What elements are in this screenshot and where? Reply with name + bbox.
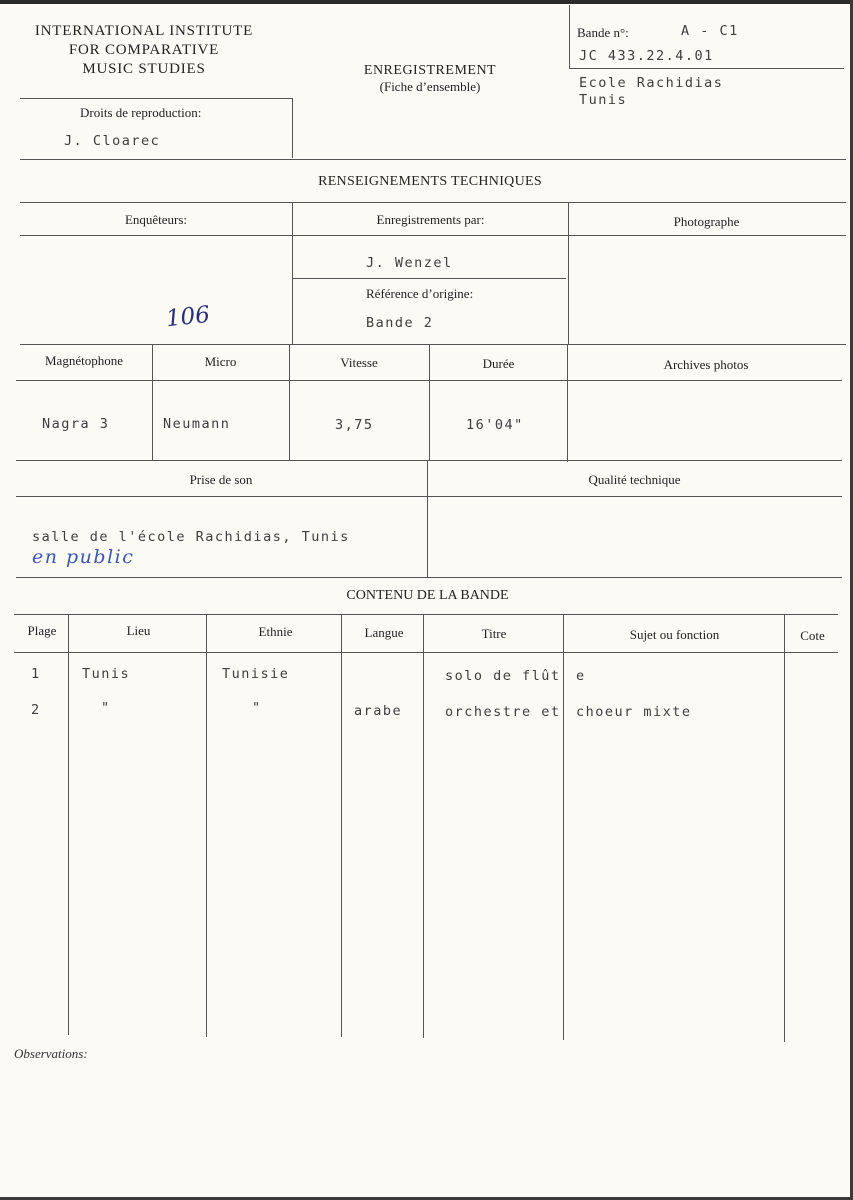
enregistrements-label: Enregistrements par: xyxy=(376,212,485,227)
bande-label: Bande n°: xyxy=(577,25,629,40)
row-1-ethnie: Tunisie xyxy=(222,666,290,682)
recorded-by-value: J. Wenzel xyxy=(366,255,453,271)
magnetophone-value: Nagra 3 xyxy=(42,416,110,432)
table-col-line-3 xyxy=(341,615,342,1037)
divider-3 xyxy=(20,235,846,236)
section-contenu-title: CONTENU DE LA BANDE xyxy=(346,588,509,603)
reference-value: Bande 2 xyxy=(366,315,434,331)
row-1-lieu: Tunis xyxy=(82,666,131,682)
divider-10 xyxy=(14,652,838,653)
col-header-cote: Cote xyxy=(800,628,825,643)
duree-value: 16'04" xyxy=(466,417,524,433)
magnetophone-label: Magnétophone xyxy=(45,353,123,368)
row-1-titre: solo de flût xyxy=(445,668,561,684)
photographe-label: Photographe xyxy=(673,214,740,229)
vitesse-value: 3,75 xyxy=(335,417,374,433)
tape-box-bottom-border xyxy=(569,68,844,69)
divider-6 xyxy=(16,460,842,461)
table-col-line-5 xyxy=(563,615,564,1040)
table-col-line-4 xyxy=(423,615,424,1038)
tape-box-left-border xyxy=(569,5,570,69)
handwritten-note: en public xyxy=(32,546,135,568)
row-2-langue: arabe xyxy=(354,703,403,719)
form-title-sub: (Fiche d’ensemble) xyxy=(379,79,481,94)
archives-photos-label: Archives photos xyxy=(663,357,749,372)
row-1-sujet: e xyxy=(576,668,586,684)
col-header-langue: Langue xyxy=(364,625,404,640)
row-2-sujet: choeur mixte xyxy=(576,704,692,720)
bande-value: A - C1 xyxy=(681,23,739,39)
scan-edge-top xyxy=(0,0,853,4)
institute-name xyxy=(20,22,268,79)
prise-de-son-value: salle de l'école Rachidias, Tunis xyxy=(32,529,350,545)
divider-2 xyxy=(20,202,846,203)
col-header-plage: Plage xyxy=(27,623,57,638)
qualite-technique-label: Qualité technique xyxy=(588,472,681,487)
form-title-main: ENREGISTREMENT xyxy=(363,63,497,78)
eq-divider-4 xyxy=(567,345,568,462)
row-1-plage: 1 xyxy=(31,666,41,682)
institute-line-1: INTERNATIONAL INSTITUTE xyxy=(34,23,254,39)
micro-value: Neumann xyxy=(163,416,231,432)
venue-line-2: Tunis xyxy=(579,92,628,108)
reference-label: Référence d’origine: xyxy=(366,286,474,301)
ref-divider xyxy=(292,278,566,279)
eq-divider-1 xyxy=(152,345,153,460)
divider-7 xyxy=(16,496,842,497)
col-divider-b xyxy=(568,202,569,344)
droits-top-border xyxy=(20,98,293,99)
jc-reference: JC 433.22.4.01 xyxy=(579,48,714,64)
row-2-lieu: " xyxy=(101,700,111,716)
droits-right-border xyxy=(292,98,293,158)
enqueteurs-label: Enquêteurs: xyxy=(124,212,188,227)
duree-label: Durée xyxy=(482,356,515,371)
handwritten-number: 106 xyxy=(164,301,212,333)
venue-line-1: Ecole Rachidias xyxy=(579,75,724,91)
institute-line-2: FOR COMPARATIVE xyxy=(68,42,220,58)
prise-de-son-label: Prise de son xyxy=(189,472,253,487)
table-col-line-1 xyxy=(68,615,69,1035)
row-2-plage: 2 xyxy=(31,702,41,718)
col-divider-a xyxy=(292,202,293,344)
col-header-sujet: Sujet ou fonction xyxy=(629,627,720,642)
divider-4 xyxy=(20,344,846,345)
institute-line-3: MUSIC STUDIES xyxy=(82,61,206,77)
observations-label: Observations: xyxy=(14,1046,88,1061)
droits-label: Droits de reproduction: xyxy=(80,105,202,120)
col-header-ethnie: Ethnie xyxy=(258,624,293,639)
table-col-line-2 xyxy=(206,615,207,1037)
table-col-line-6 xyxy=(784,615,785,1042)
row-2-ethnie: " xyxy=(252,700,262,716)
divider-8 xyxy=(16,577,842,578)
row-2-titre: orchestre et xyxy=(445,704,561,720)
form-title xyxy=(345,63,515,95)
divider-1 xyxy=(20,159,846,160)
sound-divider xyxy=(427,461,428,577)
section-technique-title: RENSEIGNEMENTS TECHNIQUES xyxy=(318,174,542,189)
divider-9 xyxy=(14,614,838,615)
eq-divider-2 xyxy=(289,345,290,460)
col-header-titre: Titre xyxy=(481,626,507,641)
col-header-lieu: Lieu xyxy=(126,623,151,638)
eq-divider-3 xyxy=(429,345,430,460)
vitesse-label: Vitesse xyxy=(340,355,378,370)
micro-label: Micro xyxy=(204,354,237,369)
droits-value: J. Cloarec xyxy=(64,133,161,149)
